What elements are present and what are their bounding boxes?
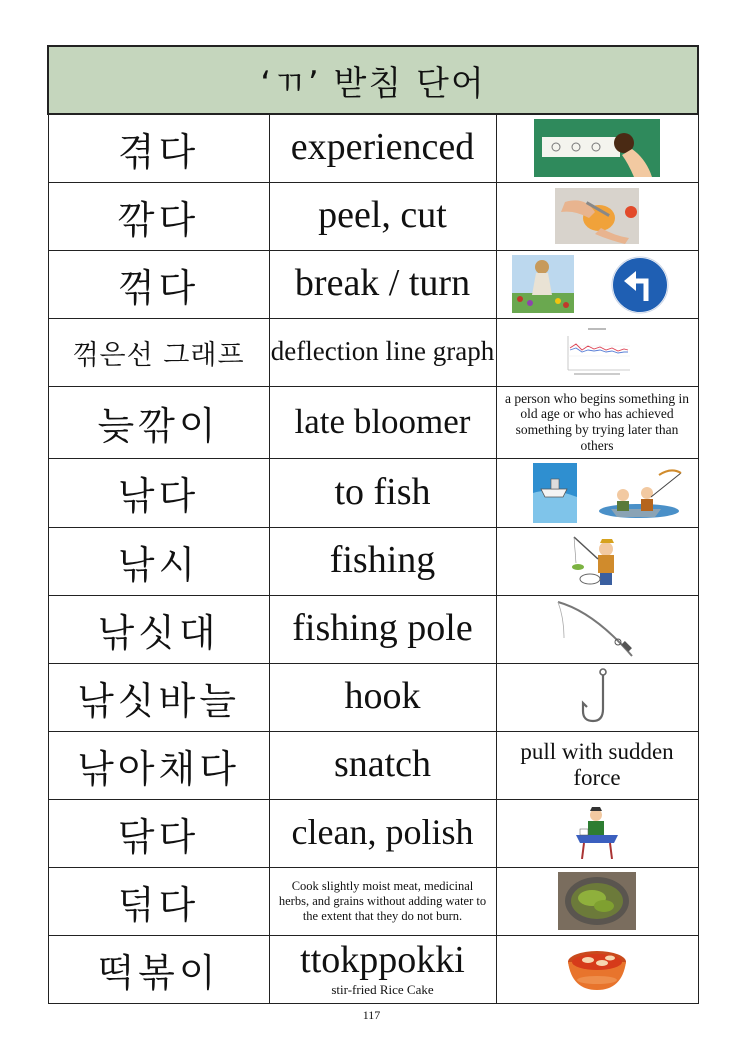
table-row	[48, 386, 698, 458]
table-row	[48, 663, 698, 731]
korean-word: 겪다	[48, 114, 269, 182]
tteokbokki-bowl-icon	[496, 935, 698, 1003]
table-row	[48, 318, 698, 386]
table-row	[48, 182, 698, 250]
english-meaning: fishing	[269, 527, 496, 595]
english-meaning: snatch	[269, 731, 496, 799]
table-row	[48, 799, 698, 867]
korean-word: 낚시	[48, 527, 269, 595]
korean-word: 늦깎이	[48, 386, 269, 458]
fish-hook-icon	[496, 663, 698, 731]
english-meaning: deflection line graph	[269, 318, 496, 386]
page-number: 117	[362, 1008, 381, 1022]
wiping-table-icon	[496, 799, 698, 867]
fisherman-icon	[496, 527, 698, 595]
line-graph-icon	[496, 318, 698, 386]
english-meaning: fishing pole	[269, 595, 496, 663]
english-meaning: Cook slightly moist meat, medicinal herbs, and grains without adding water to the extent that they do not burn.	[269, 867, 496, 935]
roasting-pan-icon	[496, 867, 698, 935]
english-subtitle: stir-fried Rice Cake	[331, 982, 434, 998]
table-row	[48, 114, 698, 182]
korean-word: 깎다	[48, 182, 269, 250]
peeling-fruit-icon	[496, 182, 698, 250]
page-title: ‘ㄲ’ 받침 단어	[48, 46, 698, 114]
table-row	[48, 527, 698, 595]
korean-word: 덖다	[48, 867, 269, 935]
classroom-hand-icon	[496, 114, 698, 182]
korean-word: 닦다	[48, 799, 269, 867]
english-main: ttokppokki	[300, 939, 465, 982]
korean-word: 낚다	[48, 458, 269, 527]
english-meaning: clean, polish	[269, 799, 496, 867]
english-meaning: hook	[269, 663, 496, 731]
korean-word: 꺾은선 그래프	[48, 318, 269, 386]
korean-word: 낚싯대	[48, 595, 269, 663]
definition-note: a person who begins something in old age or who has achieved something by trying later than others	[496, 386, 698, 458]
korean-word: 떡볶이	[48, 935, 269, 1003]
english-meaning: peel, cut	[269, 182, 496, 250]
english-meaning: to fish	[269, 458, 496, 527]
table-row	[48, 595, 698, 663]
table-row	[48, 731, 698, 799]
english-meaning: late bloomer	[269, 386, 496, 458]
table-row	[48, 458, 698, 527]
english-meaning: break / turn	[269, 250, 496, 318]
english-meaning: experienced	[269, 114, 496, 182]
korean-word: 꺾다	[48, 250, 269, 318]
table-row	[48, 250, 698, 318]
picking-flowers-icon	[496, 250, 698, 318]
vocabulary-sheet	[47, 45, 697, 1004]
boat-fishing-icon	[496, 458, 698, 527]
fishing-rod-icon	[496, 595, 698, 663]
table-row	[48, 935, 698, 1003]
table-row	[48, 867, 698, 935]
english-meaning	[269, 935, 496, 1003]
vocabulary-table	[47, 45, 699, 1004]
korean-word: 낚싯바늘	[48, 663, 269, 731]
korean-word: 낚아채다	[48, 731, 269, 799]
definition-note: pull with sudden force	[496, 731, 698, 799]
